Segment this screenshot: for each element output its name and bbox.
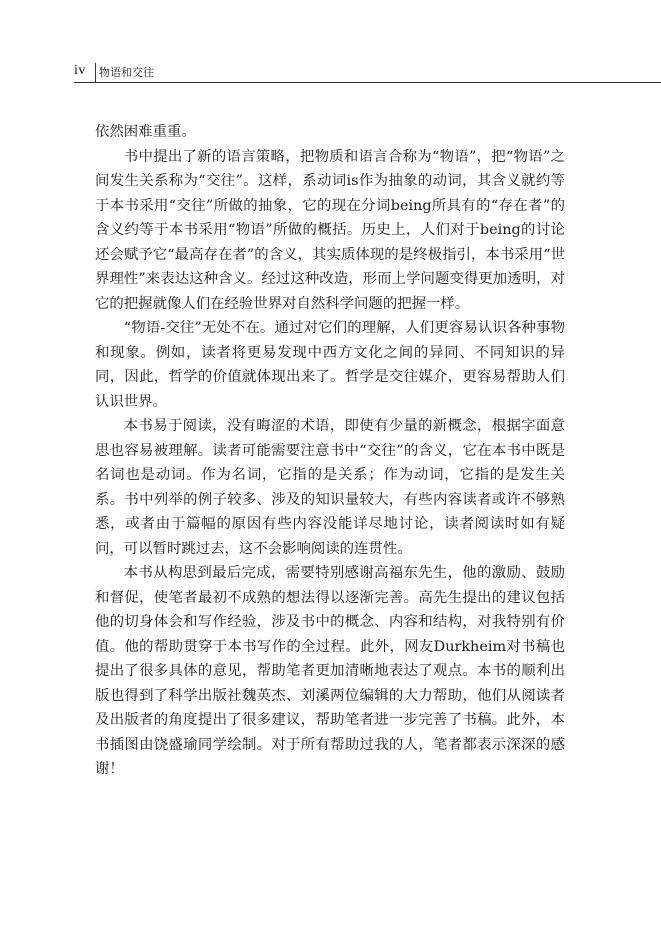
paragraph-language-strategy: 书中提出了新的语言策略，把物质和语言合称为“物语”，把“物语”之间发生关系称为“交往”。这样，系动词is作为抽象的动词，其含义就约等于本书采用“交往”所做的抽象，它的现在分词being所具有的“存在者”的含义约等于本书采用“物语”所做的概括。历史上，人们对于being的讨论还会赋予它“最高存在者”的含义，其实质体现的是终极指引，本书采用“世界理性”来表达这种含义。经过这种改造，形而上学问题变得更加透明，对它的把握就像人们在经验世界对自然科学问题的把握一样。	[95, 148, 565, 312]
paragraph-continued: 依然困难重重。	[95, 124, 196, 140]
paragraph-readability: 本书易于阅读，没有晦涩的术语，即使有少量的新概念，根据字面意思也容易被理解。读者可能需要注意书中“交往”的含义，它在本书中既是名词也是动词。作为名词，它指的是关系；作为动词，它指的是发生关系。书中列举的例子较多、涉及的知识量较大，有些内容读者或许不够熟悉，或者由于篇幅的原因有些内容没能详尽地讨论，读者阅读时如有疑问，可以暂时跳过去，这不会影响阅读的连贯性。	[95, 418, 565, 557]
paragraph-acknowledgements: 本书从构思到最后完成，需要特别感谢高福东先生，他的激励、鼓励和督促，使笔者最初不成熟的想法得以逐渐完善。高先生提出的建议包括他的切身体会和写作经验，涉及书中的概念、内容和结构，对我特别有价值。他的帮助贯穿于本书写作的全过程。此外，网友Durkheim对书稿也提出了很多具体的意见，帮助笔者更加清晰地表达了观点。本书的顺利出版也得到了科学出版社魏英杰、刘溪两位编辑的大力帮助，他们从阅读者及出版者的角度提出了很多建议，帮助笔者进一步完善了书稿。此外，本书插图由饶盛瑜同学绘制。对于所有帮助过我的人，笔者都表示深深的感谢！	[95, 565, 565, 777]
page-number: iv	[74, 63, 86, 78]
running-title: 物语和交往	[99, 66, 154, 79]
header-divider	[95, 63, 96, 82]
paragraph-everywhere: “物语-交往”无处不在。通过对它们的理解，人们更容易认识各种事物和现象。例如，读者将更易发现中西方文化之间的异同、不同知识的异同，因此，哲学的价值就体现出来了。哲学是交往媒介，更容易帮助人们认识世界。	[95, 320, 565, 410]
running-header	[74, 62, 661, 83]
body-text	[95, 120, 565, 782]
